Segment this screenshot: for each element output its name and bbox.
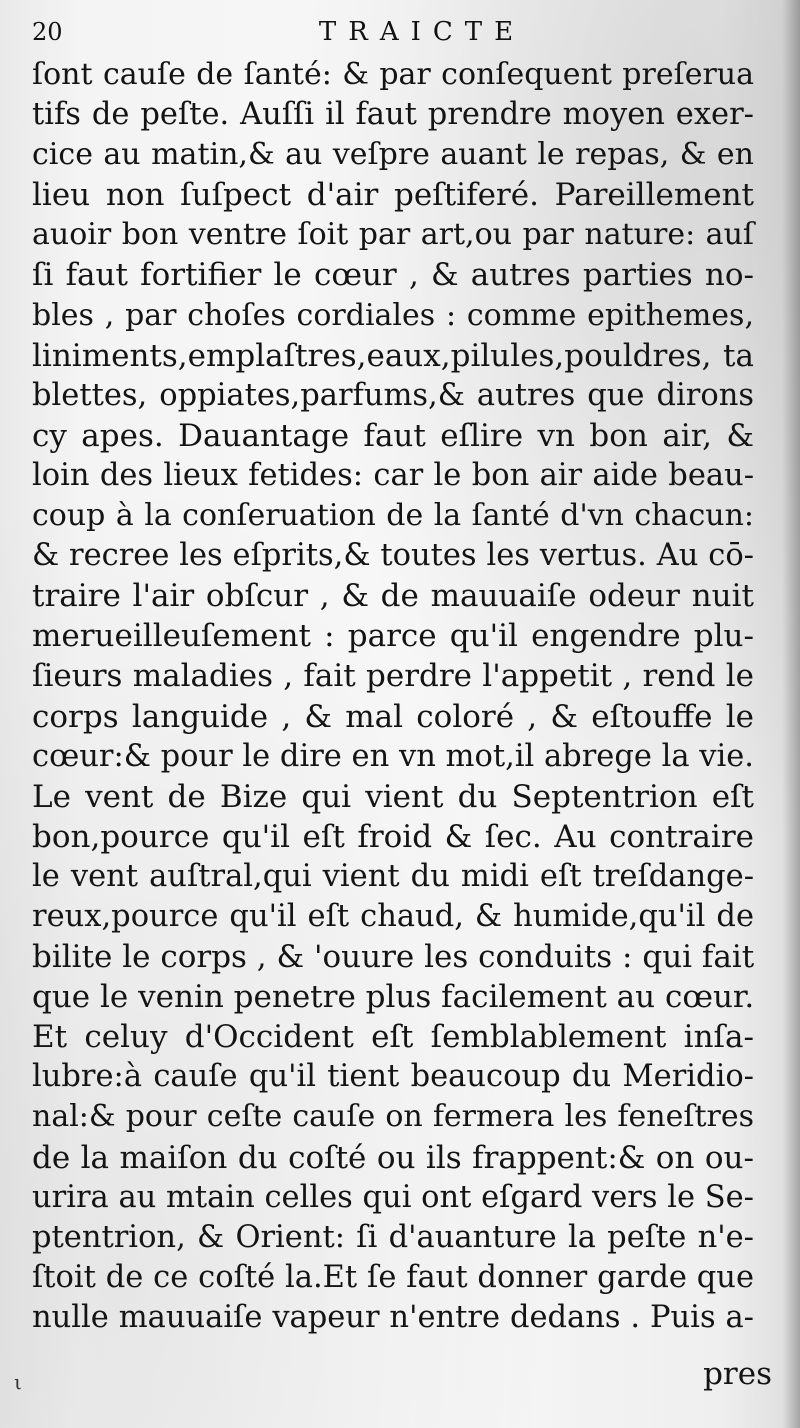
text-line: de la maiſon du coſté ou ils frappent:& on ou- (32, 1139, 754, 1176)
text-line: bilite le corps , & 'ouure les conduits : qui fait (32, 939, 755, 976)
text-line: ſtoit de ce coſté la.Et ſe faut donner garde que (32, 1259, 754, 1295)
text-line: que le venin penetre plus facilement au cœur. (32, 979, 755, 1016)
stray-mark: ι (14, 1370, 22, 1394)
text-line: merueilleuſement : parce qu'il engendre plu- (32, 618, 754, 655)
running-head: TRAICTE (318, 17, 526, 47)
text-line: ptentrion, & Orient: ſi d'auanture la peſte n'e- (32, 1219, 754, 1255)
catchword: pres (703, 1356, 772, 1392)
text-line: lieu non ſuſpect d'air peſtiferé. Pareillement (32, 177, 754, 214)
text-line: corps languide , & mal coloré , & eſtouffe le (32, 698, 754, 735)
text-line: bon,pource qu'il eſt froid & ſec. Au contraire (32, 818, 754, 855)
text-line: cy apes. Dauantage faut eſlire vn bon air, & (32, 417, 754, 454)
text-line: tifs de peſte. Auſſi il faut prendre moyen exer- (32, 97, 754, 133)
text-line: urira au mtain celles qui ont eſgard vers le Se- (32, 1179, 754, 1215)
text-line: blettes, oppiates,parfums,& autres que dirons (32, 377, 754, 413)
text-line: coup à la conſeruation de la ſanté d'vn chacun: (32, 498, 754, 534)
text-line: lubre:à cauſe qu'il tient beaucoup du Meridio- (32, 1059, 754, 1095)
text-line: reux,pource qu'il eſt chaud, & humide,qu'il de (32, 898, 754, 934)
page-edge-shadow (782, 0, 800, 1428)
text-line: ſieurs maladies , fait perdre l'appetit , rend le (32, 658, 754, 695)
text-line: Et celuy d'Occident eſt ſemblablement inſa- (32, 1019, 754, 1056)
text-line: le vent auſtral,qui vient du midi eſt treſdange- (32, 858, 754, 894)
text-line: traire l'air obſcur , & de mauuaiſe odeur nuit (32, 578, 754, 615)
text-line: bles , par choſes cordiales : comme epithemes, (32, 297, 754, 333)
text-line: liniments,emplaſtres,eaux,pilules,pouldres, ta (32, 337, 754, 374)
text-line: loin des lieux fetides: car le bon air aide beau- (32, 457, 754, 493)
text-line: nal:& pour ceſte cauſe on fermera les feneſtres (32, 1099, 754, 1135)
text-line: Le vent de Bize qui vient du Septentrion eſt (32, 778, 754, 815)
text-line: auoir bon ventre ſoit par art,ou par nature: auſ (32, 217, 754, 253)
body-text (32, 55, 754, 1338)
page-number: 20 (32, 18, 63, 46)
text-line: nulle mauuaiſe vapeur n'entre dedans . Puis a- (32, 1299, 754, 1335)
text-line: & recree les eſprits,& toutes les vertus. Au cō- (32, 538, 754, 574)
text-line: ſont cauſe de ſanté: & par conſequent preſerua (32, 57, 754, 92)
text-line: ſi faut fortifier le cœur , & autres parties no- (32, 257, 754, 294)
text-line: cœur:& pour le dire en vn mot,il abrege la vie. (32, 738, 754, 774)
page-header (32, 12, 767, 52)
text-line: cice au matin,& au veſpre auant le repas, & en (32, 137, 754, 173)
